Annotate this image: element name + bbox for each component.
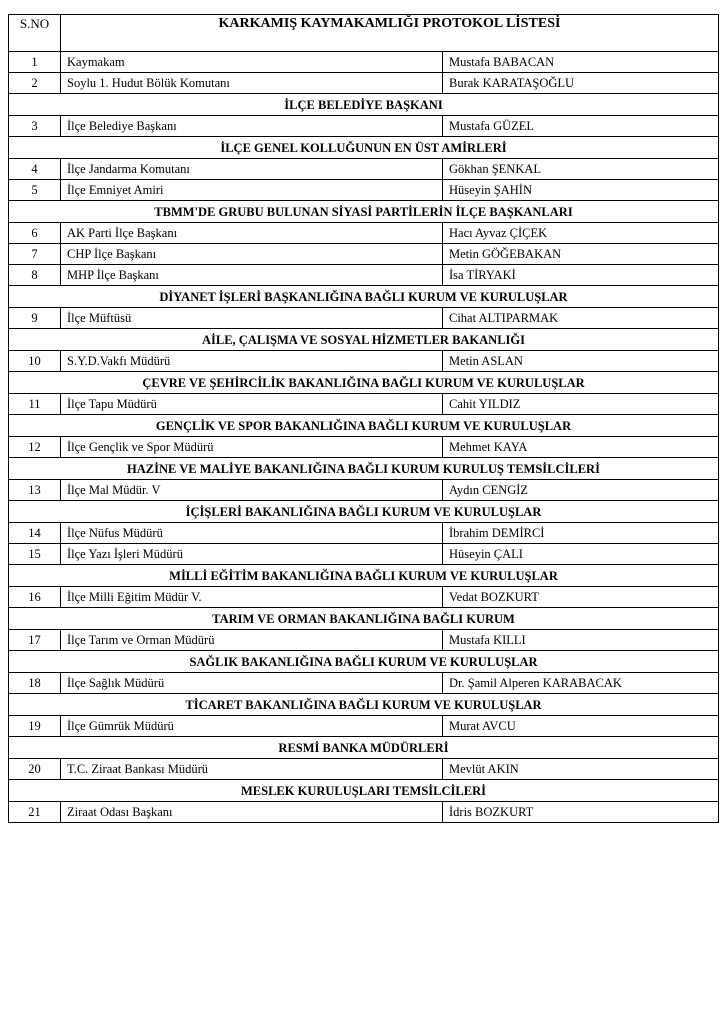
row-number: 15 — [9, 544, 61, 565]
person-name: Gökhan ŞENKAL — [443, 159, 719, 180]
section-title: GENÇLİK VE SPOR BAKANLIĞINA BAĞLI KURUM VE KURULUŞLAR — [9, 415, 719, 437]
row-number: 1 — [9, 52, 61, 73]
position-title: Ziraat Odası Başkanı — [61, 802, 443, 823]
section-header-row — [9, 608, 719, 630]
row-number: 6 — [9, 223, 61, 244]
table-row — [9, 802, 719, 823]
table-row — [9, 523, 719, 544]
person-name: Mustafa GÜZEL — [443, 116, 719, 137]
position-title: MHP İlçe Başkanı — [61, 265, 443, 286]
row-number: 5 — [9, 180, 61, 201]
person-name: Dr. Şamil Alperen KARABACAK — [443, 673, 719, 694]
section-title: İÇİŞLERİ BAKANLIĞINA BAĞLI KURUM VE KURULUŞLAR — [9, 501, 719, 523]
section-header-row — [9, 286, 719, 308]
row-number: 7 — [9, 244, 61, 265]
person-name: Cihat ALTIPARMAK — [443, 308, 719, 329]
table-row — [9, 587, 719, 608]
row-number: 20 — [9, 759, 61, 780]
position-title: İlçe Jandarma Komutanı — [61, 159, 443, 180]
section-title: TARIM VE ORMAN BAKANLIĞINA BAĞLI KURUM — [9, 608, 719, 630]
position-title: İlçe Belediye Başkanı — [61, 116, 443, 137]
row-number: 12 — [9, 437, 61, 458]
person-name: İdris BOZKURT — [443, 802, 719, 823]
table-row — [9, 116, 719, 137]
person-name: Hüseyin ÇALI — [443, 544, 719, 565]
person-name: Mustafa KILLI — [443, 630, 719, 651]
table-row — [9, 159, 719, 180]
position-title: İlçe Gençlik ve Spor Müdürü — [61, 437, 443, 458]
section-header-row — [9, 780, 719, 802]
section-title: MİLLİ EĞİTİM BAKANLIĞINA BAĞLI KURUM VE KURULUŞLAR — [9, 565, 719, 587]
table-row — [9, 716, 719, 737]
section-header-row — [9, 737, 719, 759]
document-title: KARKAMIŞ KAYMAKAMLIĞI PROTOKOL LİSTESİ — [61, 15, 719, 52]
section-header-row — [9, 372, 719, 394]
table-header-row — [9, 15, 719, 52]
table-row — [9, 308, 719, 329]
section-title: İLÇE BELEDİYE BAŞKANI — [9, 94, 719, 116]
section-header-row — [9, 501, 719, 523]
table-row — [9, 394, 719, 415]
position-title: İlçe Gümrük Müdürü — [61, 716, 443, 737]
table-row — [9, 544, 719, 565]
section-header-row — [9, 137, 719, 159]
row-number: 17 — [9, 630, 61, 651]
section-title: SAĞLIK BAKANLIĞINA BAĞLI KURUM VE KURULUŞLAR — [9, 651, 719, 673]
position-title: İlçe Tapu Müdürü — [61, 394, 443, 415]
section-title: MESLEK KURULUŞLARI TEMSİLCİLERİ — [9, 780, 719, 802]
position-title: İlçe Yazı İşleri Müdürü — [61, 544, 443, 565]
protocol-list-body — [9, 15, 719, 823]
table-row — [9, 351, 719, 372]
position-title: İlçe Tarım ve Orman Müdürü — [61, 630, 443, 651]
row-number: 21 — [9, 802, 61, 823]
position-title: AK Parti İlçe Başkanı — [61, 223, 443, 244]
person-name: İsa TİRYAKİ — [443, 265, 719, 286]
section-title: ÇEVRE VE ŞEHİRCİLİK BAKANLIĞINA BAĞLI KURUM VE KURULUŞLAR — [9, 372, 719, 394]
section-header-row — [9, 415, 719, 437]
position-title: T.C. Ziraat Bankası Müdürü — [61, 759, 443, 780]
position-title: İlçe Mal Müdür. V — [61, 480, 443, 501]
position-title: İlçe Milli Eğitim Müdür V. — [61, 587, 443, 608]
person-name: İbrahim DEMİRCİ — [443, 523, 719, 544]
table-row — [9, 180, 719, 201]
sno-header: S.NO — [9, 15, 61, 52]
row-number: 8 — [9, 265, 61, 286]
position-title: Kaymakam — [61, 52, 443, 73]
section-title: HAZİNE VE MALİYE BAKANLIĞINA BAĞLI KURUM KURULUŞ TEMSİLCİLERİ — [9, 458, 719, 480]
section-header-row — [9, 565, 719, 587]
person-name: Hüseyin ŞAHİN — [443, 180, 719, 201]
position-title: İlçe Müftüsü — [61, 308, 443, 329]
position-title: İlçe Emniyet Amiri — [61, 180, 443, 201]
row-number: 19 — [9, 716, 61, 737]
row-number: 2 — [9, 73, 61, 94]
section-header-row — [9, 458, 719, 480]
row-number: 11 — [9, 394, 61, 415]
table-row — [9, 73, 719, 94]
section-header-row — [9, 651, 719, 673]
table-row — [9, 630, 719, 651]
protocol-list-table — [8, 14, 719, 823]
table-row — [9, 759, 719, 780]
table-row — [9, 223, 719, 244]
section-title: RESMİ BANKA MÜDÜRLERİ — [9, 737, 719, 759]
table-row — [9, 244, 719, 265]
row-number: 16 — [9, 587, 61, 608]
table-row — [9, 480, 719, 501]
section-header-row — [9, 94, 719, 116]
position-title: İlçe Sağlık Müdürü — [61, 673, 443, 694]
section-header-row — [9, 201, 719, 223]
table-row — [9, 437, 719, 458]
section-header-row — [9, 329, 719, 351]
row-number: 14 — [9, 523, 61, 544]
row-number: 9 — [9, 308, 61, 329]
person-name: Mevlüt AKIN — [443, 759, 719, 780]
row-number: 3 — [9, 116, 61, 137]
position-title: Soylu 1. Hudut Bölük Komutanı — [61, 73, 443, 94]
table-row — [9, 265, 719, 286]
section-title: İLÇE GENEL KOLLUĞUNUN EN ÜST AMİRLERİ — [9, 137, 719, 159]
person-name: Metin GÖĞEBAKAN — [443, 244, 719, 265]
section-title: TİCARET BAKANLIĞINA BAĞLI KURUM VE KURULUŞLAR — [9, 694, 719, 716]
position-title: S.Y.D.Vakfı Müdürü — [61, 351, 443, 372]
position-title: CHP İlçe Başkanı — [61, 244, 443, 265]
person-name: Murat AVCU — [443, 716, 719, 737]
row-number: 18 — [9, 673, 61, 694]
person-name: Mehmet KAYA — [443, 437, 719, 458]
position-title: İlçe Nüfus Müdürü — [61, 523, 443, 544]
table-row — [9, 673, 719, 694]
person-name: Cahit YILDIZ — [443, 394, 719, 415]
section-title: TBMM'DE GRUBU BULUNAN SİYASİ PARTİLERİN İLÇE BAŞKANLARI — [9, 201, 719, 223]
row-number: 13 — [9, 480, 61, 501]
row-number: 10 — [9, 351, 61, 372]
person-name: Mustafa BABACAN — [443, 52, 719, 73]
person-name: Burak KARATAŞOĞLU — [443, 73, 719, 94]
person-name: Aydın CENGİZ — [443, 480, 719, 501]
section-title: DİYANET İŞLERİ BAŞKANLIĞINA BAĞLI KURUM VE KURULUŞLAR — [9, 286, 719, 308]
row-number: 4 — [9, 159, 61, 180]
person-name: Vedat BOZKURT — [443, 587, 719, 608]
section-header-row — [9, 694, 719, 716]
person-name: Hacı Ayvaz ÇİÇEK — [443, 223, 719, 244]
section-title: AİLE, ÇALIŞMA VE SOSYAL HİZMETLER BAKANLIĞI — [9, 329, 719, 351]
table-row — [9, 52, 719, 73]
person-name: Metin ASLAN — [443, 351, 719, 372]
